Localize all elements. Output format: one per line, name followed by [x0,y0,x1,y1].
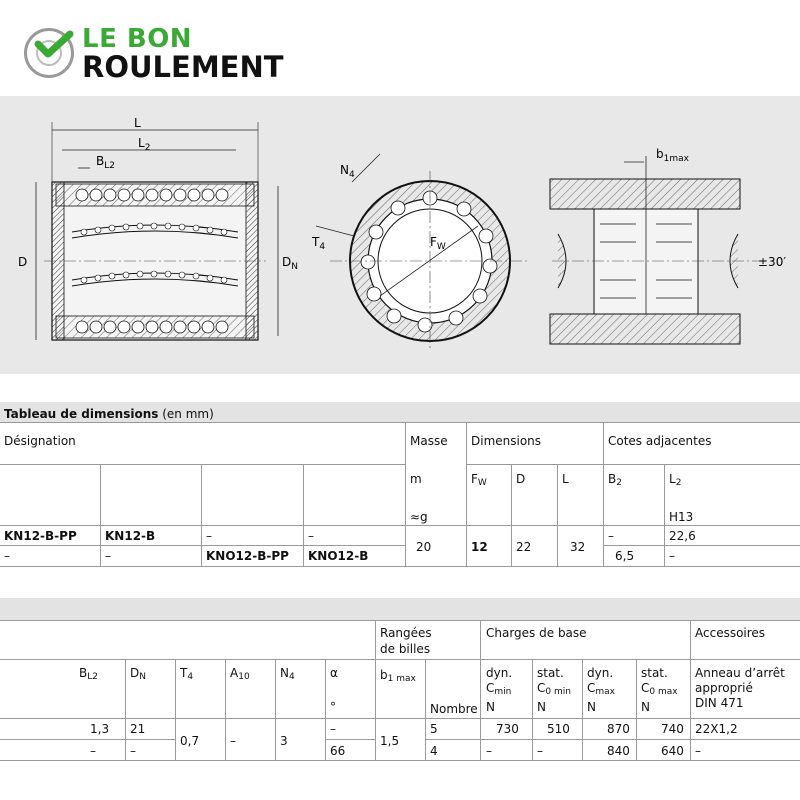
header-approx-g: ≈g [410,510,428,524]
header-stat-c0max: stat. $C_{0 max}$ N [641,666,678,714]
d-value: 22 [516,540,532,554]
b2-1: – [608,529,614,543]
accessory-1: 22X1,2 [695,722,738,736]
header-l2: $L_2$ [669,472,682,488]
header-dimensions: Dimensions [471,434,542,448]
l2-2: – [669,549,675,563]
header-rangees: Rangées [380,626,432,640]
header-accessory-desc: Anneau d’arrêt approprié DIN 471 [695,666,785,710]
a10-value: – [230,734,236,748]
header-a10: $A_{10}$ [230,666,250,682]
l2-1: 22,6 [669,529,696,543]
dn-1: 21 [130,722,146,736]
stat-min-1: 510 [547,722,570,736]
header-nombre: Nombre [430,702,478,716]
header-l: L [562,472,569,486]
b1max-value: 1,5 [380,734,400,748]
designation-1-4: – [308,529,314,543]
svg-text:b1max: $b_{1max}$ [656,147,689,164]
header-d: D [516,472,526,486]
site-header [0,0,800,96]
bl2-1: 1,3 [90,722,110,736]
stat-max-2: 640 [661,744,684,758]
svg-text:BL2: $B_{L2}$ [96,154,115,171]
header-dyn-cmin: dyn. $C_{min}$ N [486,666,513,714]
svg-text:N4: $N_4$ [340,163,355,180]
l-value: 32 [570,540,586,554]
header-alpha: α [330,666,338,680]
designation-1-2: KN12-B [105,529,156,543]
header-de-billes: de billes [380,642,431,656]
checkmark-icon [34,30,74,60]
header-m: m [410,472,422,486]
dyn-max-2: 840 [607,744,630,758]
svg-text:T4: $T_4$ [312,235,326,252]
header-b2: $B_2$ [608,472,622,488]
table1-title: Tableau de dimensions (en mm) [4,407,214,421]
stat-max-1: 740 [661,722,684,736]
dn-2: – [130,744,136,758]
designation-2-4: KNO12-B [308,549,369,563]
header-n4: $N_4$ [280,666,295,682]
svg-text:L2: $L_2$ [138,136,151,153]
table2-title-band [0,598,800,620]
fw-value: 12 [471,540,488,554]
designation-1-3: – [206,529,212,543]
dyn-min-1: 730 [496,722,519,736]
header-charges: Charges de base [486,626,587,640]
accessory-2: – [695,744,701,758]
alpha-2: 66 [330,744,346,758]
header-h13: H13 [669,510,694,524]
svg-text:±30′: ±30′ [758,255,787,269]
alpha-1: – [330,722,336,736]
t4-value: 0,7 [180,734,200,748]
dim-L-label: L [134,116,141,130]
b2-2: 6,5 [615,549,635,563]
cross-section-drawing [311,154,530,351]
header-designation: Désignation [4,434,76,448]
header-bl2: $B_{L2}$ [79,666,98,682]
header-dyn-cmax: dyn. $C_{max}$ N [587,666,615,714]
svg-text:FW: $F_W$ [430,235,446,252]
header-masse: Masse [410,434,448,448]
header-t4: $T_4$ [180,666,194,682]
header-cotes: Cotes adjacentes [608,434,712,448]
nombre-2: 4 [430,744,438,758]
masse-value: 20 [416,540,432,554]
svg-text:DN: $D_N$ [282,255,298,272]
header-fw: $F_W$ [471,472,487,488]
header-dn: $D_N$ [130,666,146,682]
header-stat-c0min: stat. $C_{0 min}$ N [537,666,571,714]
dimension-tables [0,374,800,800]
brand-name-line2: ROULEMENT [82,50,284,84]
housing-drawing [550,147,786,344]
designation-2-1: – [4,549,10,563]
header-degree: ° [330,700,336,714]
dyn-min-2: – [486,744,492,758]
nombre-1: 5 [430,722,438,736]
header-b1max: $b_{1 max}$ [380,668,416,684]
bl2-2: – [90,744,96,758]
header-accessoires: Accessoires [695,626,766,640]
side-view-drawing [18,116,298,340]
designation-2-2: – [105,549,111,563]
brand-name-line1: LE BON [82,24,193,54]
n4-value: 3 [280,734,288,748]
technical-drawing [0,96,800,374]
designation-2-3: KNO12-B-PP [206,549,289,563]
designation-1-1: KN12-B-PP [4,529,77,543]
svg-text:D: D [18,255,28,269]
dyn-max-1: 870 [607,722,630,736]
stat-min-2: – [537,744,543,758]
